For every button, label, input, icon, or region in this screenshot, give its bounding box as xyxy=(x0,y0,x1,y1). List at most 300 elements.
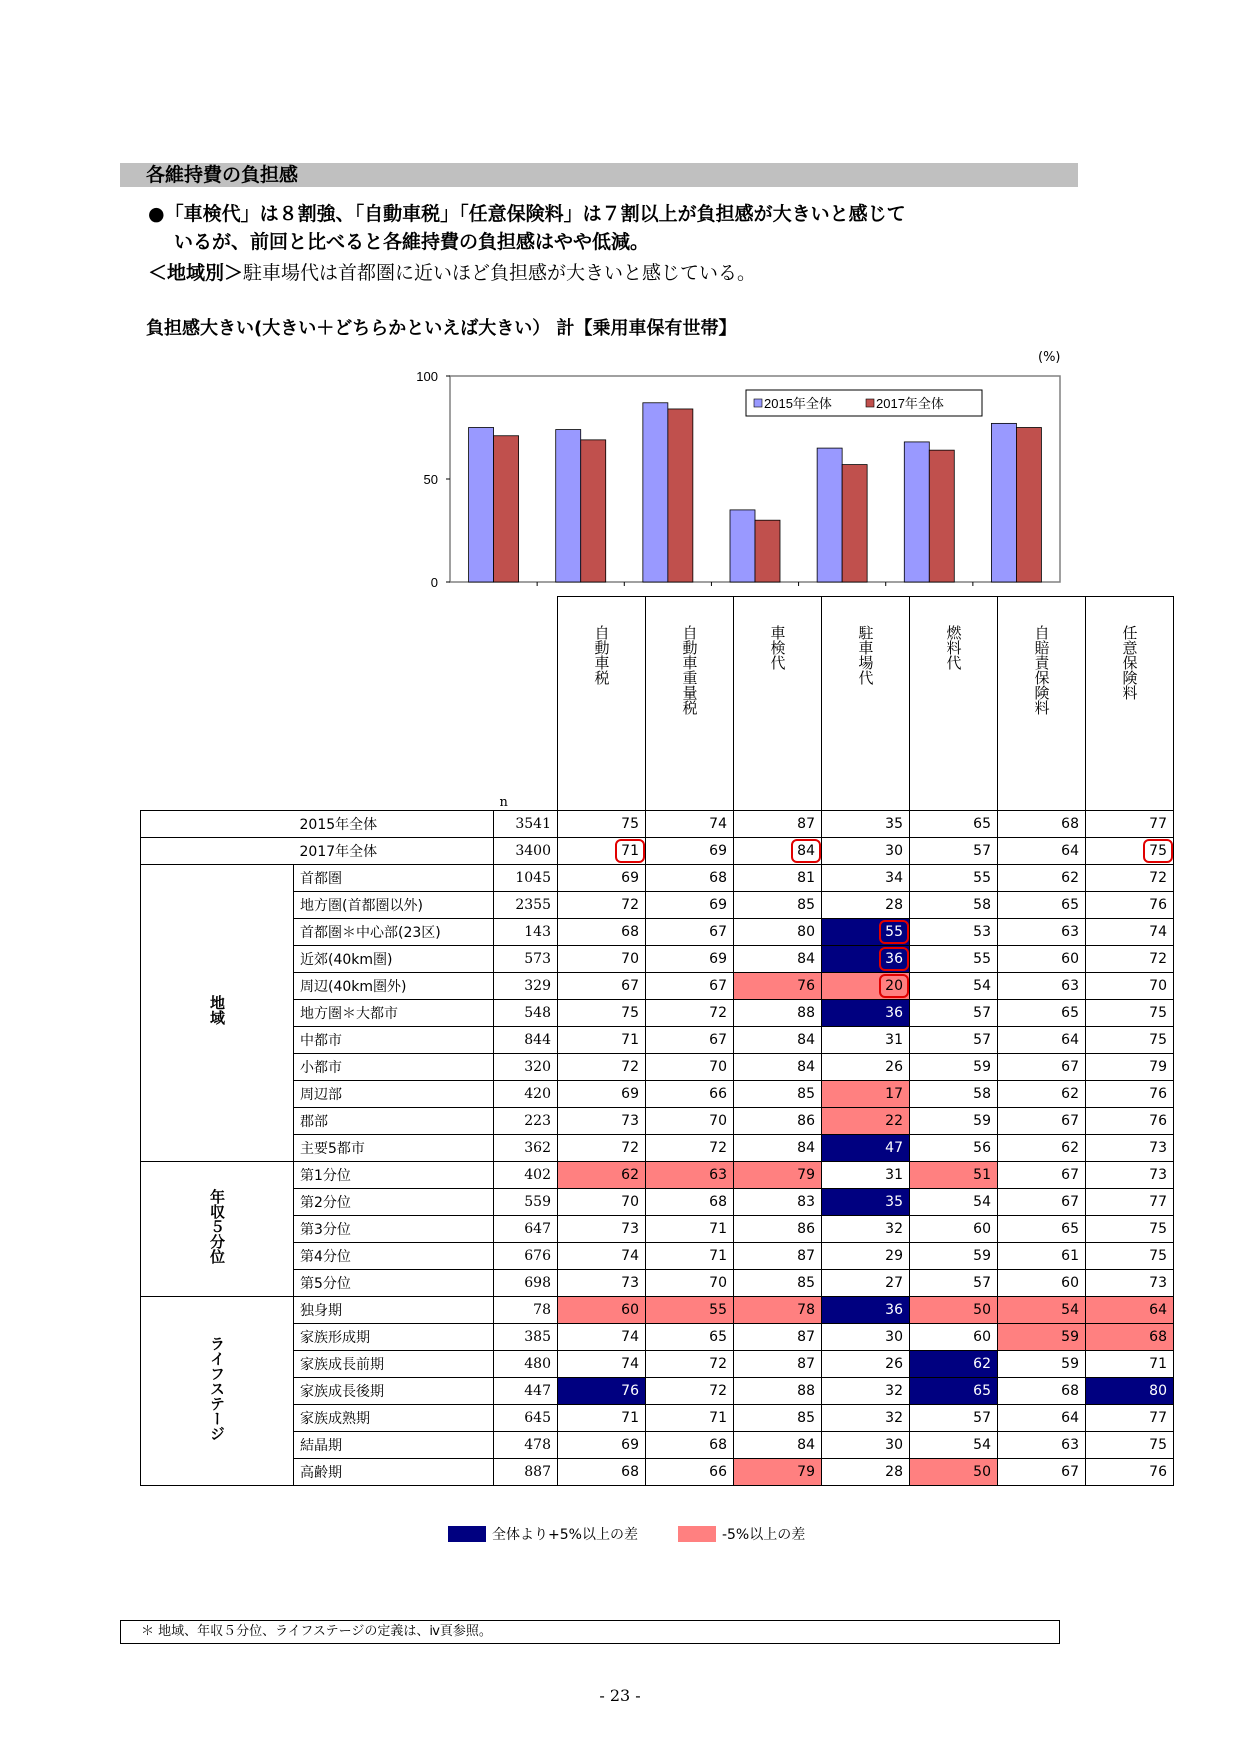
value-cell xyxy=(822,1270,910,1297)
cell-value: 76 xyxy=(1149,1464,1167,1480)
percent-unit: (%) xyxy=(1038,350,1061,365)
value-cell xyxy=(558,1162,646,1189)
cell-value: 61 xyxy=(1061,1248,1079,1264)
highlight-legend xyxy=(448,1524,805,1544)
value-cell xyxy=(558,1324,646,1351)
cell-value: 67 xyxy=(709,978,727,994)
row-n: 402 xyxy=(494,1162,558,1189)
cell-value: 65 xyxy=(973,816,991,832)
cell-value: 55 xyxy=(879,920,909,944)
table-row xyxy=(141,919,1174,946)
legend-lo-swatch xyxy=(678,1526,716,1542)
cell-value: 67 xyxy=(1061,1167,1079,1183)
table-row xyxy=(141,1432,1174,1459)
cell-value: 63 xyxy=(709,1167,727,1183)
value-cell xyxy=(558,1459,646,1486)
value-cell xyxy=(910,1081,998,1108)
cell-value: 67 xyxy=(1061,1059,1079,1075)
bar-2015-3 xyxy=(730,510,755,582)
table-row xyxy=(141,1378,1174,1405)
cell-value: 77 xyxy=(1149,1410,1167,1426)
value-cell xyxy=(822,865,910,892)
row-n: 887 xyxy=(494,1459,558,1486)
column-header-label: 燃料代 xyxy=(944,625,963,670)
table-row xyxy=(141,892,1174,919)
value-cell xyxy=(910,919,998,946)
row-label: 家族成長前期 xyxy=(294,1351,494,1378)
cell-value: 65 xyxy=(1061,1221,1079,1237)
row-label: 地方圏(首都圏以外) xyxy=(294,892,494,919)
value-cell xyxy=(910,1351,998,1378)
value-cell xyxy=(646,892,734,919)
value-cell xyxy=(734,1324,822,1351)
value-cell xyxy=(910,1189,998,1216)
value-cell xyxy=(998,838,1086,865)
bar-2015-0 xyxy=(469,428,494,583)
cell-value: 72 xyxy=(621,1059,639,1075)
value-cell xyxy=(646,1270,734,1297)
cell-value: 29 xyxy=(885,1248,903,1264)
total-blank xyxy=(141,838,294,865)
cell-value: 73 xyxy=(621,1113,639,1129)
row-label: 2017年全体 xyxy=(294,838,494,865)
column-header-label: 自賠責保険料 xyxy=(1032,625,1051,715)
y-tick-label: 0 xyxy=(430,575,438,590)
cell-value: 63 xyxy=(1061,924,1079,940)
value-cell xyxy=(910,1135,998,1162)
cell-value: 60 xyxy=(621,1302,639,1318)
cell-value: 26 xyxy=(885,1059,903,1075)
cell-value: 20 xyxy=(879,974,909,998)
cell-value: 64 xyxy=(1061,843,1079,859)
value-cell xyxy=(734,1270,822,1297)
value-cell xyxy=(998,1243,1086,1270)
cell-value: 73 xyxy=(1149,1275,1167,1291)
value-cell xyxy=(734,892,822,919)
cell-value: 63 xyxy=(1061,1437,1079,1453)
cell-value: 77 xyxy=(1149,816,1167,832)
value-cell xyxy=(646,865,734,892)
cell-value: 26 xyxy=(885,1356,903,1372)
value-cell xyxy=(646,946,734,973)
value-cell xyxy=(910,1243,998,1270)
cell-value: 54 xyxy=(973,1437,991,1453)
value-cell xyxy=(734,973,822,1000)
cell-value: 68 xyxy=(621,1464,639,1480)
value-cell xyxy=(734,865,822,892)
data-table xyxy=(140,596,1174,1486)
cell-value: 54 xyxy=(973,1194,991,1210)
value-cell xyxy=(558,1000,646,1027)
row-label: 郡部 xyxy=(294,1108,494,1135)
group-label-1 xyxy=(141,1162,294,1297)
value-cell xyxy=(734,1000,822,1027)
value-cell xyxy=(822,1108,910,1135)
value-cell xyxy=(998,973,1086,1000)
value-cell xyxy=(1086,1459,1174,1486)
row-label: 第1分位 xyxy=(294,1162,494,1189)
value-cell xyxy=(558,892,646,919)
value-cell xyxy=(998,811,1086,838)
value-cell xyxy=(1086,1162,1174,1189)
legend-hi-label: 全体より+5%以上の差 xyxy=(492,1527,638,1543)
row-n: 3541 xyxy=(494,811,558,838)
value-cell xyxy=(998,1270,1086,1297)
value-cell xyxy=(998,1297,1086,1324)
cell-value: 76 xyxy=(1149,897,1167,913)
bar-2017-5 xyxy=(929,450,954,582)
value-cell xyxy=(998,1189,1086,1216)
cell-value: 75 xyxy=(1149,1248,1167,1264)
cell-value: 57 xyxy=(973,1005,991,1021)
cell-value: 28 xyxy=(885,1464,903,1480)
legend-hi-swatch xyxy=(448,1526,486,1542)
value-cell xyxy=(1086,1297,1174,1324)
cell-value: 79 xyxy=(797,1167,815,1183)
table-row xyxy=(141,1243,1174,1270)
cell-value: 60 xyxy=(973,1221,991,1237)
cell-value: 78 xyxy=(797,1302,815,1318)
cell-value: 59 xyxy=(1061,1329,1079,1345)
cell-value: 51 xyxy=(973,1167,991,1183)
cell-value: 32 xyxy=(885,1410,903,1426)
group-label: 年収５分位 xyxy=(208,1188,226,1264)
value-cell xyxy=(558,1216,646,1243)
value-cell xyxy=(734,1216,822,1243)
row-label: 高齢期 xyxy=(294,1459,494,1486)
column-header-2 xyxy=(734,597,822,811)
value-cell xyxy=(998,1405,1086,1432)
column-header-1 xyxy=(646,597,734,811)
cell-value: 69 xyxy=(709,843,727,859)
value-cell xyxy=(1086,1081,1174,1108)
cell-value: 57 xyxy=(973,1275,991,1291)
value-cell xyxy=(734,1108,822,1135)
cell-value: 74 xyxy=(621,1356,639,1372)
cell-value: 69 xyxy=(621,1086,639,1102)
legend-label-1: 2017年全体 xyxy=(876,396,944,411)
region-text: 駐車場代は首都圏に近いほど負担感が大きいと感じている。 xyxy=(243,262,757,284)
row-n: 480 xyxy=(494,1351,558,1378)
cell-value: 73 xyxy=(1149,1140,1167,1156)
region-label: ＜地域別＞ xyxy=(148,262,244,284)
cell-value: 56 xyxy=(973,1140,991,1156)
cell-value: 75 xyxy=(1143,839,1173,863)
value-cell xyxy=(1086,1432,1174,1459)
cell-value: 84 xyxy=(797,1140,815,1156)
cell-value: 83 xyxy=(797,1194,815,1210)
value-cell xyxy=(1086,1270,1174,1297)
summary-line-2: いるが、前回と比べると各維持費の負担感はやや低減。 xyxy=(174,231,650,253)
row-label: 首都圏 xyxy=(294,865,494,892)
cell-value: 72 xyxy=(621,1140,639,1156)
value-cell xyxy=(558,1351,646,1378)
value-cell xyxy=(822,811,910,838)
row-n: 548 xyxy=(494,1000,558,1027)
row-n: 420 xyxy=(494,1081,558,1108)
value-cell xyxy=(998,1378,1086,1405)
group-label-2 xyxy=(141,1297,294,1486)
value-cell xyxy=(558,919,646,946)
value-cell xyxy=(558,1243,646,1270)
cell-value: 47 xyxy=(885,1140,903,1156)
row-label: 周辺(40km圏外) xyxy=(294,973,494,1000)
cell-value: 17 xyxy=(885,1086,903,1102)
cell-value: 57 xyxy=(973,1410,991,1426)
cell-value: 84 xyxy=(791,839,821,863)
cell-value: 30 xyxy=(885,843,903,859)
value-cell xyxy=(646,1027,734,1054)
value-cell xyxy=(822,1324,910,1351)
bar-2015-5 xyxy=(904,442,929,582)
cell-value: 73 xyxy=(1149,1167,1167,1183)
cell-value: 67 xyxy=(621,978,639,994)
value-cell xyxy=(910,811,998,838)
value-cell xyxy=(822,1027,910,1054)
table-row xyxy=(141,1459,1174,1486)
cell-value: 70 xyxy=(1149,978,1167,994)
row-label: 中都市 xyxy=(294,1027,494,1054)
value-cell xyxy=(646,1351,734,1378)
value-cell xyxy=(822,1162,910,1189)
row-label: 周辺部 xyxy=(294,1081,494,1108)
value-cell xyxy=(1086,892,1174,919)
value-cell xyxy=(558,1135,646,1162)
cell-value: 30 xyxy=(885,1437,903,1453)
cell-value: 87 xyxy=(797,1329,815,1345)
value-cell xyxy=(646,811,734,838)
table-row xyxy=(141,973,1174,1000)
value-cell xyxy=(558,1054,646,1081)
cell-value: 72 xyxy=(709,1383,727,1399)
row-label: 主要5都市 xyxy=(294,1135,494,1162)
cell-value: 69 xyxy=(621,1437,639,1453)
value-cell xyxy=(558,811,646,838)
legend-lo-label: -5%以上の差 xyxy=(721,1527,806,1543)
value-cell xyxy=(910,1027,998,1054)
value-cell xyxy=(558,838,646,865)
cell-value: 35 xyxy=(885,816,903,832)
cell-value: 31 xyxy=(885,1167,903,1183)
cell-value: 75 xyxy=(1149,1437,1167,1453)
value-cell xyxy=(646,1243,734,1270)
row-n: 447 xyxy=(494,1378,558,1405)
value-cell xyxy=(734,838,822,865)
cell-value: 68 xyxy=(709,1437,727,1453)
value-cell xyxy=(910,973,998,1000)
table-row xyxy=(141,1297,1174,1324)
value-cell xyxy=(910,946,998,973)
cell-value: 72 xyxy=(709,1005,727,1021)
cell-value: 71 xyxy=(1149,1356,1167,1372)
cell-value: 84 xyxy=(797,951,815,967)
summary-bullet xyxy=(148,200,1078,256)
cell-value: 72 xyxy=(709,1356,727,1372)
value-cell xyxy=(822,919,910,946)
value-cell xyxy=(998,919,1086,946)
cell-value: 31 xyxy=(885,1032,903,1048)
cell-value: 75 xyxy=(1149,1032,1167,1048)
value-cell xyxy=(1086,1351,1174,1378)
value-cell xyxy=(998,1027,1086,1054)
value-cell xyxy=(646,1459,734,1486)
cell-value: 68 xyxy=(1061,1383,1079,1399)
row-label: 独身期 xyxy=(294,1297,494,1324)
cell-value: 55 xyxy=(973,870,991,886)
cell-value: 74 xyxy=(621,1329,639,1345)
value-cell xyxy=(646,1081,734,1108)
table-row xyxy=(141,1108,1174,1135)
value-cell xyxy=(558,1081,646,1108)
cell-value: 50 xyxy=(973,1302,991,1318)
value-cell xyxy=(646,1324,734,1351)
row-n: 645 xyxy=(494,1405,558,1432)
value-cell xyxy=(646,1189,734,1216)
cell-value: 79 xyxy=(797,1464,815,1480)
row-n: 320 xyxy=(494,1054,558,1081)
value-cell xyxy=(822,946,910,973)
value-cell xyxy=(734,1297,822,1324)
cell-value: 87 xyxy=(797,1248,815,1264)
column-header-label: 自動車重量税 xyxy=(680,625,699,715)
cell-value: 59 xyxy=(973,1113,991,1129)
value-cell xyxy=(822,892,910,919)
value-cell xyxy=(646,973,734,1000)
cell-value: 36 xyxy=(879,947,909,971)
value-cell xyxy=(734,1135,822,1162)
cell-value: 64 xyxy=(1149,1302,1167,1318)
cell-value: 62 xyxy=(1061,1140,1079,1156)
cell-value: 36 xyxy=(885,1005,903,1021)
section-title: 各維持費の負担感 xyxy=(120,163,1078,187)
cell-value: 67 xyxy=(709,924,727,940)
value-cell xyxy=(558,1378,646,1405)
cell-value: 84 xyxy=(797,1059,815,1075)
value-cell xyxy=(734,811,822,838)
total-row xyxy=(141,838,1174,865)
row-label: 家族成長後期 xyxy=(294,1378,494,1405)
cell-value: 30 xyxy=(885,1329,903,1345)
row-n: 573 xyxy=(494,946,558,973)
value-cell xyxy=(558,973,646,1000)
value-cell xyxy=(998,1162,1086,1189)
cell-value: 69 xyxy=(709,951,727,967)
value-cell xyxy=(1086,1378,1174,1405)
cell-value: 50 xyxy=(973,1464,991,1480)
value-cell xyxy=(910,865,998,892)
region-note xyxy=(148,260,756,286)
cell-value: 64 xyxy=(1061,1032,1079,1048)
cell-value: 22 xyxy=(885,1113,903,1129)
value-cell xyxy=(910,1108,998,1135)
value-cell xyxy=(734,1162,822,1189)
cell-value: 65 xyxy=(1061,897,1079,913)
bar-2017-6 xyxy=(1016,428,1041,583)
legend-swatch-0 xyxy=(754,399,762,407)
bar-2017-1 xyxy=(581,440,606,582)
value-cell xyxy=(998,1054,1086,1081)
table-row xyxy=(141,1189,1174,1216)
row-n: 223 xyxy=(494,1108,558,1135)
row-n: 143 xyxy=(494,919,558,946)
cell-value: 67 xyxy=(1061,1113,1079,1129)
cell-value: 68 xyxy=(1061,816,1079,832)
cell-value: 59 xyxy=(1061,1356,1079,1372)
cell-value: 55 xyxy=(973,951,991,967)
cell-value: 55 xyxy=(709,1302,727,1318)
cell-value: 69 xyxy=(621,870,639,886)
row-label: 2015年全体 xyxy=(294,811,494,838)
value-cell xyxy=(910,1297,998,1324)
table-row xyxy=(141,1270,1174,1297)
total-blank xyxy=(141,811,294,838)
cell-value: 73 xyxy=(621,1221,639,1237)
cell-value: 79 xyxy=(1149,1059,1167,1075)
cell-value: 70 xyxy=(621,951,639,967)
value-cell xyxy=(1086,1108,1174,1135)
row-label: 第5分位 xyxy=(294,1270,494,1297)
cell-value: 58 xyxy=(973,897,991,913)
value-cell xyxy=(646,1432,734,1459)
value-cell xyxy=(998,892,1086,919)
cell-value: 68 xyxy=(621,924,639,940)
value-cell xyxy=(1086,1000,1174,1027)
value-cell xyxy=(998,865,1086,892)
cell-value: 67 xyxy=(1061,1194,1079,1210)
bar-chart xyxy=(400,360,1080,600)
cell-value: 60 xyxy=(1061,1275,1079,1291)
group-label: 地域 xyxy=(208,995,226,1025)
cell-value: 68 xyxy=(1149,1329,1167,1345)
cell-value: 85 xyxy=(797,897,815,913)
cell-value: 76 xyxy=(1149,1086,1167,1102)
value-cell xyxy=(646,1405,734,1432)
cell-value: 75 xyxy=(1149,1005,1167,1021)
value-cell xyxy=(998,1351,1086,1378)
value-cell xyxy=(734,919,822,946)
cell-value: 59 xyxy=(973,1248,991,1264)
cell-value: 32 xyxy=(885,1221,903,1237)
value-cell xyxy=(1086,1243,1174,1270)
value-cell xyxy=(822,838,910,865)
value-cell xyxy=(910,1405,998,1432)
value-cell xyxy=(646,1216,734,1243)
cell-value: 54 xyxy=(973,978,991,994)
value-cell xyxy=(734,1243,822,1270)
cell-value: 28 xyxy=(885,897,903,913)
cell-value: 68 xyxy=(709,870,727,886)
value-cell xyxy=(910,838,998,865)
cell-value: 85 xyxy=(797,1410,815,1426)
table-row xyxy=(141,1405,1174,1432)
bar-2015-1 xyxy=(556,430,581,582)
value-cell xyxy=(558,1270,646,1297)
bar-2015-2 xyxy=(643,403,668,582)
cell-value: 71 xyxy=(709,1248,727,1264)
chart-subtitle: 負担感大きい(大きい＋どちらかといえば大きい） 計【乗用車保有世帯】 xyxy=(146,318,737,339)
value-cell xyxy=(558,1432,646,1459)
bar-2017-2 xyxy=(668,409,693,582)
value-cell xyxy=(1086,1216,1174,1243)
summary-line-1: ●「車検代」は８割強、「自動車税」「任意保険料」は７割以上が負担感が大きいと感じて xyxy=(148,203,906,225)
column-header-6 xyxy=(1086,597,1174,811)
cell-value: 64 xyxy=(1061,1410,1079,1426)
row-n: 676 xyxy=(494,1243,558,1270)
cell-value: 66 xyxy=(709,1464,727,1480)
value-cell xyxy=(998,1081,1086,1108)
value-cell xyxy=(734,1351,822,1378)
y-tick-label: 50 xyxy=(423,472,438,487)
